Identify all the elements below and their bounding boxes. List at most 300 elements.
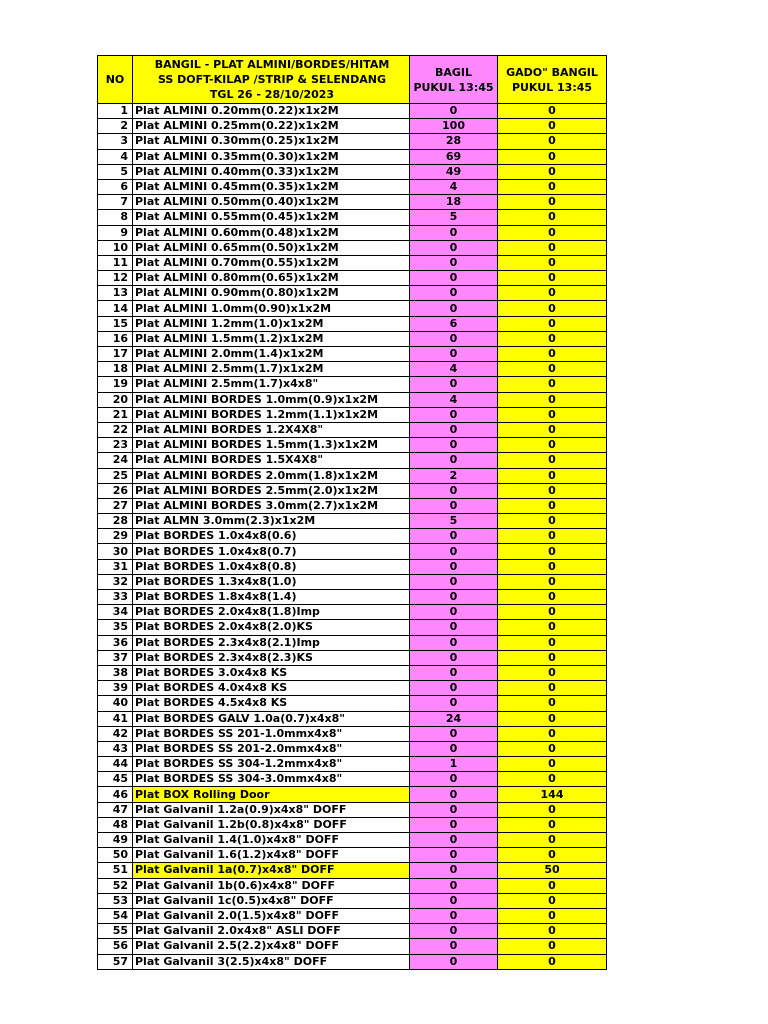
bagil-qty: 0 <box>410 225 498 240</box>
bagil-qty: 0 <box>410 939 498 954</box>
row-number: 18 <box>98 362 133 377</box>
bagil-qty: 0 <box>410 878 498 893</box>
table-row <box>98 878 607 893</box>
bagil-qty: 0 <box>410 772 498 787</box>
gado-qty: 0 <box>498 377 607 392</box>
bagil-qty: 0 <box>410 802 498 817</box>
row-number: 15 <box>98 316 133 331</box>
row-number: 26 <box>98 483 133 498</box>
row-number: 30 <box>98 544 133 559</box>
bagil-qty: 0 <box>410 635 498 650</box>
row-number: 38 <box>98 665 133 680</box>
row-number: 46 <box>98 787 133 802</box>
item-name: Plat ALMINI 1.2mm(1.0)x1x2M <box>133 316 410 331</box>
bagil-qty: 69 <box>410 149 498 164</box>
table-row <box>98 772 607 787</box>
item-name: Plat BORDES 1.0x4x8(0.6) <box>133 529 410 544</box>
row-number: 33 <box>98 590 133 605</box>
bagil-qty: 0 <box>410 954 498 969</box>
bagil-qty: 0 <box>410 422 498 437</box>
gado-qty: 0 <box>498 620 607 635</box>
bagil-qty: 0 <box>410 741 498 756</box>
bagil-qty: 0 <box>410 893 498 908</box>
table-row <box>98 255 607 270</box>
row-number: 11 <box>98 255 133 270</box>
bagil-qty: 4 <box>410 179 498 194</box>
bagil-qty: 0 <box>410 498 498 513</box>
bagil-qty: 0 <box>410 240 498 255</box>
table-row <box>98 286 607 301</box>
header-title-line1: BANGIL - PLAT ALMINI/BORDES/HITAM <box>154 58 390 71</box>
table-row <box>98 726 607 741</box>
gado-qty: 0 <box>498 696 607 711</box>
row-number: 20 <box>98 392 133 407</box>
table-row <box>98 939 607 954</box>
gado-qty: 0 <box>498 301 607 316</box>
bagil-qty: 0 <box>410 605 498 620</box>
bagil-qty: 0 <box>410 787 498 802</box>
item-name: Plat BORDES SS 304-1.2mmx4x8" <box>133 757 410 772</box>
gado-qty: 0 <box>498 635 607 650</box>
row-number: 55 <box>98 924 133 939</box>
gado-qty: 0 <box>498 559 607 574</box>
gado-qty: 0 <box>498 422 607 437</box>
bagil-qty: 0 <box>410 529 498 544</box>
gado-qty: 0 <box>498 164 607 179</box>
table-row <box>98 711 607 726</box>
row-number: 21 <box>98 407 133 422</box>
gado-qty: 0 <box>498 240 607 255</box>
gado-qty: 0 <box>498 741 607 756</box>
bagil-qty: 0 <box>410 590 498 605</box>
gado-qty: 0 <box>498 665 607 680</box>
header-bagil-line2: PUKUL 13:45 <box>413 80 494 94</box>
table-row <box>98 240 607 255</box>
gado-qty: 0 <box>498 650 607 665</box>
bagil-qty: 5 <box>410 210 498 225</box>
gado-qty: 0 <box>498 347 607 362</box>
gado-qty: 0 <box>498 453 607 468</box>
bagil-qty: 0 <box>410 255 498 270</box>
table-row <box>98 407 607 422</box>
table-row <box>98 104 607 119</box>
item-name: Plat BORDES 4.0x4x8 KS <box>133 681 410 696</box>
table-row <box>98 438 607 453</box>
table-row <box>98 301 607 316</box>
bagil-qty: 0 <box>410 286 498 301</box>
item-name: Plat Galvanil 1b(0.6)x4x8" DOFF <box>133 878 410 893</box>
item-name: Plat BORDES 1.3x4x8(1.0) <box>133 574 410 589</box>
gado-qty: 0 <box>498 726 607 741</box>
bagil-qty: 6 <box>410 316 498 331</box>
table-row <box>98 665 607 680</box>
item-name: Plat Galvanil 3(2.5)x4x8" DOFF <box>133 954 410 969</box>
item-name: Plat BORDES SS 201-2.0mmx4x8" <box>133 741 410 756</box>
gado-qty: 0 <box>498 544 607 559</box>
gado-qty: 0 <box>498 225 607 240</box>
table-row <box>98 863 607 878</box>
table-row <box>98 468 607 483</box>
item-name: Plat BORDES 1.0x4x8(0.7) <box>133 544 410 559</box>
gado-qty: 0 <box>498 438 607 453</box>
row-number: 48 <box>98 817 133 832</box>
row-number: 52 <box>98 878 133 893</box>
bagil-qty: 5 <box>410 514 498 529</box>
table-row <box>98 574 607 589</box>
item-name: Plat ALMINI BORDES 1.2X4X8" <box>133 422 410 437</box>
bagil-qty: 28 <box>410 134 498 149</box>
row-number: 4 <box>98 149 133 164</box>
table-row <box>98 498 607 513</box>
item-name: Plat BORDES 4.5x4x8 KS <box>133 696 410 711</box>
gado-qty: 0 <box>498 711 607 726</box>
row-number: 27 <box>98 498 133 513</box>
bagil-qty: 0 <box>410 544 498 559</box>
item-name: Plat ALMINI 0.65mm(0.50)x1x2M <box>133 240 410 255</box>
row-number: 43 <box>98 741 133 756</box>
row-number: 32 <box>98 574 133 589</box>
gado-qty: 0 <box>498 392 607 407</box>
table-row <box>98 529 607 544</box>
table-row <box>98 590 607 605</box>
row-number: 45 <box>98 772 133 787</box>
item-name: Plat Galvanil 1c(0.5)x4x8" DOFF <box>133 893 410 908</box>
gado-qty: 0 <box>498 878 607 893</box>
gado-qty: 0 <box>498 772 607 787</box>
row-number: 47 <box>98 802 133 817</box>
bagil-qty: 0 <box>410 438 498 453</box>
item-name: Plat BOX Rolling Door <box>133 787 410 802</box>
item-name: Plat BORDES 2.3x4x8(2.3)KS <box>133 650 410 665</box>
gado-qty: 0 <box>498 924 607 939</box>
table-row <box>98 605 607 620</box>
item-name: Plat ALMINI BORDES 1.5mm(1.3)x1x2M <box>133 438 410 453</box>
bagil-qty: 0 <box>410 407 498 422</box>
gado-qty: 0 <box>498 271 607 286</box>
item-name: Plat ALMINI 0.90mm(0.80)x1x2M <box>133 286 410 301</box>
item-name: Plat Galvanil 1a(0.7)x4x8" DOFF <box>133 863 410 878</box>
table-row <box>98 331 607 346</box>
table-row <box>98 347 607 362</box>
table-row <box>98 179 607 194</box>
gado-qty: 0 <box>498 802 607 817</box>
gado-qty: 0 <box>498 104 607 119</box>
bagil-qty: 0 <box>410 681 498 696</box>
item-name: Plat ALMINI 0.20mm(0.22)x1x2M <box>133 104 410 119</box>
item-name: Plat ALMINI BORDES 2.5mm(2.0)x1x2M <box>133 483 410 498</box>
item-name: Plat ALMINI 0.25mm(0.22)x1x2M <box>133 119 410 134</box>
gado-qty: 0 <box>498 483 607 498</box>
row-number: 23 <box>98 438 133 453</box>
table-row <box>98 757 607 772</box>
gado-qty: 0 <box>498 574 607 589</box>
row-number: 57 <box>98 954 133 969</box>
gado-qty: 0 <box>498 179 607 194</box>
bagil-qty: 0 <box>410 650 498 665</box>
item-name: Plat ALMINI 0.45mm(0.35)x1x2M <box>133 179 410 194</box>
gado-qty: 0 <box>498 134 607 149</box>
item-name: Plat ALMINI 0.60mm(0.48)x1x2M <box>133 225 410 240</box>
gado-qty: 0 <box>498 255 607 270</box>
table-header <box>98 56 607 104</box>
item-name: Plat ALMINI BORDES 1.0mm(0.9)x1x2M <box>133 392 410 407</box>
table-row <box>98 924 607 939</box>
gado-qty: 0 <box>498 316 607 331</box>
item-name: Plat Galvanil 1.4(1.0)x4x8" DOFF <box>133 833 410 848</box>
row-number: 42 <box>98 726 133 741</box>
row-number: 10 <box>98 240 133 255</box>
table-row <box>98 271 607 286</box>
item-name: Plat BORDES 1.0x4x8(0.8) <box>133 559 410 574</box>
gado-qty: 0 <box>498 681 607 696</box>
gado-qty: 50 <box>498 863 607 878</box>
gado-qty: 144 <box>498 787 607 802</box>
item-name: Plat ALMINI 0.50mm(0.40)x1x2M <box>133 195 410 210</box>
bagil-qty: 0 <box>410 665 498 680</box>
row-number: 8 <box>98 210 133 225</box>
header-gado-line1: GADO" BANGIL <box>506 65 598 79</box>
table-row <box>98 134 607 149</box>
gado-qty: 0 <box>498 119 607 134</box>
gado-qty: 0 <box>498 893 607 908</box>
bagil-qty: 0 <box>410 271 498 286</box>
bagil-qty: 0 <box>410 817 498 832</box>
bagil-qty: 0 <box>410 559 498 574</box>
row-number: 12 <box>98 271 133 286</box>
header-row <box>98 56 607 104</box>
bagil-qty: 0 <box>410 104 498 119</box>
table-row <box>98 483 607 498</box>
item-name: Plat Galvanil 2.0x4x8" ASLI DOFF <box>133 924 410 939</box>
row-number: 37 <box>98 650 133 665</box>
item-name: Plat Galvanil 2.0(1.5)x4x8" DOFF <box>133 908 410 923</box>
row-number: 28 <box>98 514 133 529</box>
gado-qty: 0 <box>498 407 607 422</box>
item-name: Plat ALMINI 0.70mm(0.55)x1x2M <box>133 255 410 270</box>
item-name: Plat ALMINI BORDES 1.2mm(1.1)x1x2M <box>133 407 410 422</box>
gado-qty: 0 <box>498 529 607 544</box>
bagil-qty: 0 <box>410 574 498 589</box>
row-number: 50 <box>98 848 133 863</box>
item-name: Plat Galvanil 1.2a(0.9)x4x8" DOFF <box>133 802 410 817</box>
table-row <box>98 741 607 756</box>
table-row <box>98 195 607 210</box>
table-row <box>98 908 607 923</box>
bagil-qty: 1 <box>410 757 498 772</box>
bagil-qty: 0 <box>410 848 498 863</box>
table-row <box>98 544 607 559</box>
item-name: Plat BORDES 2.0x4x8(1.8)Imp <box>133 605 410 620</box>
row-number: 14 <box>98 301 133 316</box>
row-number: 29 <box>98 529 133 544</box>
table-row <box>98 802 607 817</box>
bagil-qty: 0 <box>410 620 498 635</box>
item-name: Plat ALMINI BORDES 1.5X4X8" <box>133 453 410 468</box>
bagil-qty: 49 <box>410 164 498 179</box>
item-name: Plat ALMINI 1.0mm(0.90)x1x2M <box>133 301 410 316</box>
header-bagil-line1: BAGIL <box>434 65 473 79</box>
row-number: 3 <box>98 134 133 149</box>
item-name: Plat BORDES SS 201-1.0mmx4x8" <box>133 726 410 741</box>
item-name: Plat ALMINI 0.40mm(0.33)x1x2M <box>133 164 410 179</box>
item-name: Plat ALMINI 2.5mm(1.7)x1x2M <box>133 362 410 377</box>
item-name: Plat ALMINI BORDES 2.0mm(1.8)x1x2M <box>133 468 410 483</box>
row-number: 16 <box>98 331 133 346</box>
table-row <box>98 817 607 832</box>
table-row <box>98 696 607 711</box>
item-name: Plat ALMN 3.0mm(2.3)x1x2M <box>133 514 410 529</box>
table-row <box>98 620 607 635</box>
bagil-qty: 18 <box>410 195 498 210</box>
table-row <box>98 848 607 863</box>
item-name: Plat BORDES GALV 1.0a(0.7)x4x8" <box>133 711 410 726</box>
header-gado <box>498 56 607 104</box>
table-row <box>98 377 607 392</box>
table-row <box>98 149 607 164</box>
table-row <box>98 119 607 134</box>
gado-qty: 0 <box>498 848 607 863</box>
bagil-qty: 0 <box>410 377 498 392</box>
row-number: 39 <box>98 681 133 696</box>
row-number: 17 <box>98 347 133 362</box>
table-row <box>98 681 607 696</box>
table-row <box>98 954 607 969</box>
gado-qty: 0 <box>498 468 607 483</box>
table-row <box>98 392 607 407</box>
table-row <box>98 210 607 225</box>
row-number: 34 <box>98 605 133 620</box>
gado-qty: 0 <box>498 286 607 301</box>
gado-qty: 0 <box>498 195 607 210</box>
bagil-qty: 0 <box>410 833 498 848</box>
gado-qty: 0 <box>498 149 607 164</box>
gado-qty: 0 <box>498 498 607 513</box>
gado-qty: 0 <box>498 817 607 832</box>
table-row <box>98 164 607 179</box>
item-name: Plat Galvanil 1.6(1.2)x4x8" DOFF <box>133 848 410 863</box>
row-number: 51 <box>98 863 133 878</box>
header-bagil <box>410 56 498 104</box>
bagil-qty: 4 <box>410 362 498 377</box>
bagil-qty: 24 <box>410 711 498 726</box>
table-row <box>98 787 607 802</box>
bagil-qty: 0 <box>410 696 498 711</box>
gado-qty: 0 <box>498 590 607 605</box>
table-row <box>98 893 607 908</box>
header-no: NO <box>98 56 133 104</box>
bagil-qty: 0 <box>410 483 498 498</box>
bagil-qty: 0 <box>410 301 498 316</box>
row-number: 6 <box>98 179 133 194</box>
item-name: Plat BORDES 1.8x4x8(1.4) <box>133 590 410 605</box>
table-row <box>98 316 607 331</box>
header-title-line2: SS DOFT-KILAP /STRIP & SELENDANG <box>157 73 387 86</box>
gado-qty: 0 <box>498 939 607 954</box>
item-name: Plat ALMINI 0.55mm(0.45)x1x2M <box>133 210 410 225</box>
row-number: 49 <box>98 833 133 848</box>
row-number: 5 <box>98 164 133 179</box>
gado-qty: 0 <box>498 954 607 969</box>
table-row <box>98 453 607 468</box>
gado-qty: 0 <box>498 908 607 923</box>
bagil-qty: 0 <box>410 726 498 741</box>
item-name: Plat BORDES 2.0x4x8(2.0)KS <box>133 620 410 635</box>
item-name: Plat ALMINI 2.0mm(1.4)x1x2M <box>133 347 410 362</box>
bagil-qty: 0 <box>410 908 498 923</box>
bagil-qty: 0 <box>410 347 498 362</box>
row-number: 24 <box>98 453 133 468</box>
item-name: Plat Galvanil 1.2b(0.8)x4x8" DOFF <box>133 817 410 832</box>
row-number: 40 <box>98 696 133 711</box>
row-number: 56 <box>98 939 133 954</box>
table-row <box>98 635 607 650</box>
bagil-qty: 0 <box>410 863 498 878</box>
item-name: Plat Galvanil 2.5(2.2)x4x8" DOFF <box>133 939 410 954</box>
gado-qty: 0 <box>498 210 607 225</box>
item-name: Plat ALMINI BORDES 3.0mm(2.7)x1x2M <box>133 498 410 513</box>
item-name: Plat BORDES SS 304-3.0mmx4x8" <box>133 772 410 787</box>
row-number: 13 <box>98 286 133 301</box>
bagil-qty: 100 <box>410 119 498 134</box>
gado-qty: 0 <box>498 757 607 772</box>
table-row <box>98 422 607 437</box>
table-row <box>98 225 607 240</box>
row-number: 1 <box>98 104 133 119</box>
header-gado-line2: PUKUL 13:45 <box>511 80 593 94</box>
table-row <box>98 559 607 574</box>
item-name: Plat BORDES 2.3x4x8(2.1)Imp <box>133 635 410 650</box>
stock-table <box>97 55 607 970</box>
table-row <box>98 514 607 529</box>
header-title <box>133 56 410 104</box>
item-name: Plat ALMINI 0.80mm(0.65)x1x2M <box>133 271 410 286</box>
row-number: 19 <box>98 377 133 392</box>
bagil-qty: 2 <box>410 468 498 483</box>
row-number: 35 <box>98 620 133 635</box>
row-number: 36 <box>98 635 133 650</box>
row-number: 31 <box>98 559 133 574</box>
gado-qty: 0 <box>498 331 607 346</box>
item-name: Plat BORDES 3.0x4x8 KS <box>133 665 410 680</box>
row-number: 53 <box>98 893 133 908</box>
row-number: 2 <box>98 119 133 134</box>
bagil-qty: 4 <box>410 392 498 407</box>
item-name: Plat ALMINI 2.5mm(1.7)x4x8" <box>133 377 410 392</box>
bagil-qty: 0 <box>410 453 498 468</box>
gado-qty: 0 <box>498 362 607 377</box>
table-row <box>98 362 607 377</box>
row-number: 54 <box>98 908 133 923</box>
bagil-qty: 0 <box>410 331 498 346</box>
row-number: 44 <box>98 757 133 772</box>
item-name: Plat ALMINI 0.35mm(0.30)x1x2M <box>133 149 410 164</box>
row-number: 7 <box>98 195 133 210</box>
row-number: 22 <box>98 422 133 437</box>
gado-qty: 0 <box>498 514 607 529</box>
table-body <box>98 104 607 970</box>
row-number: 9 <box>98 225 133 240</box>
table-row <box>98 833 607 848</box>
row-number: 25 <box>98 468 133 483</box>
header-title-line3: TGL 26 - 28/10/2023 <box>209 88 335 101</box>
item-name: Plat ALMINI 0.30mm(0.25)x1x2M <box>133 134 410 149</box>
gado-qty: 0 <box>498 833 607 848</box>
table-row <box>98 650 607 665</box>
bagil-qty: 0 <box>410 924 498 939</box>
gado-qty: 0 <box>498 605 607 620</box>
item-name: Plat ALMINI 1.5mm(1.2)x1x2M <box>133 331 410 346</box>
row-number: 41 <box>98 711 133 726</box>
